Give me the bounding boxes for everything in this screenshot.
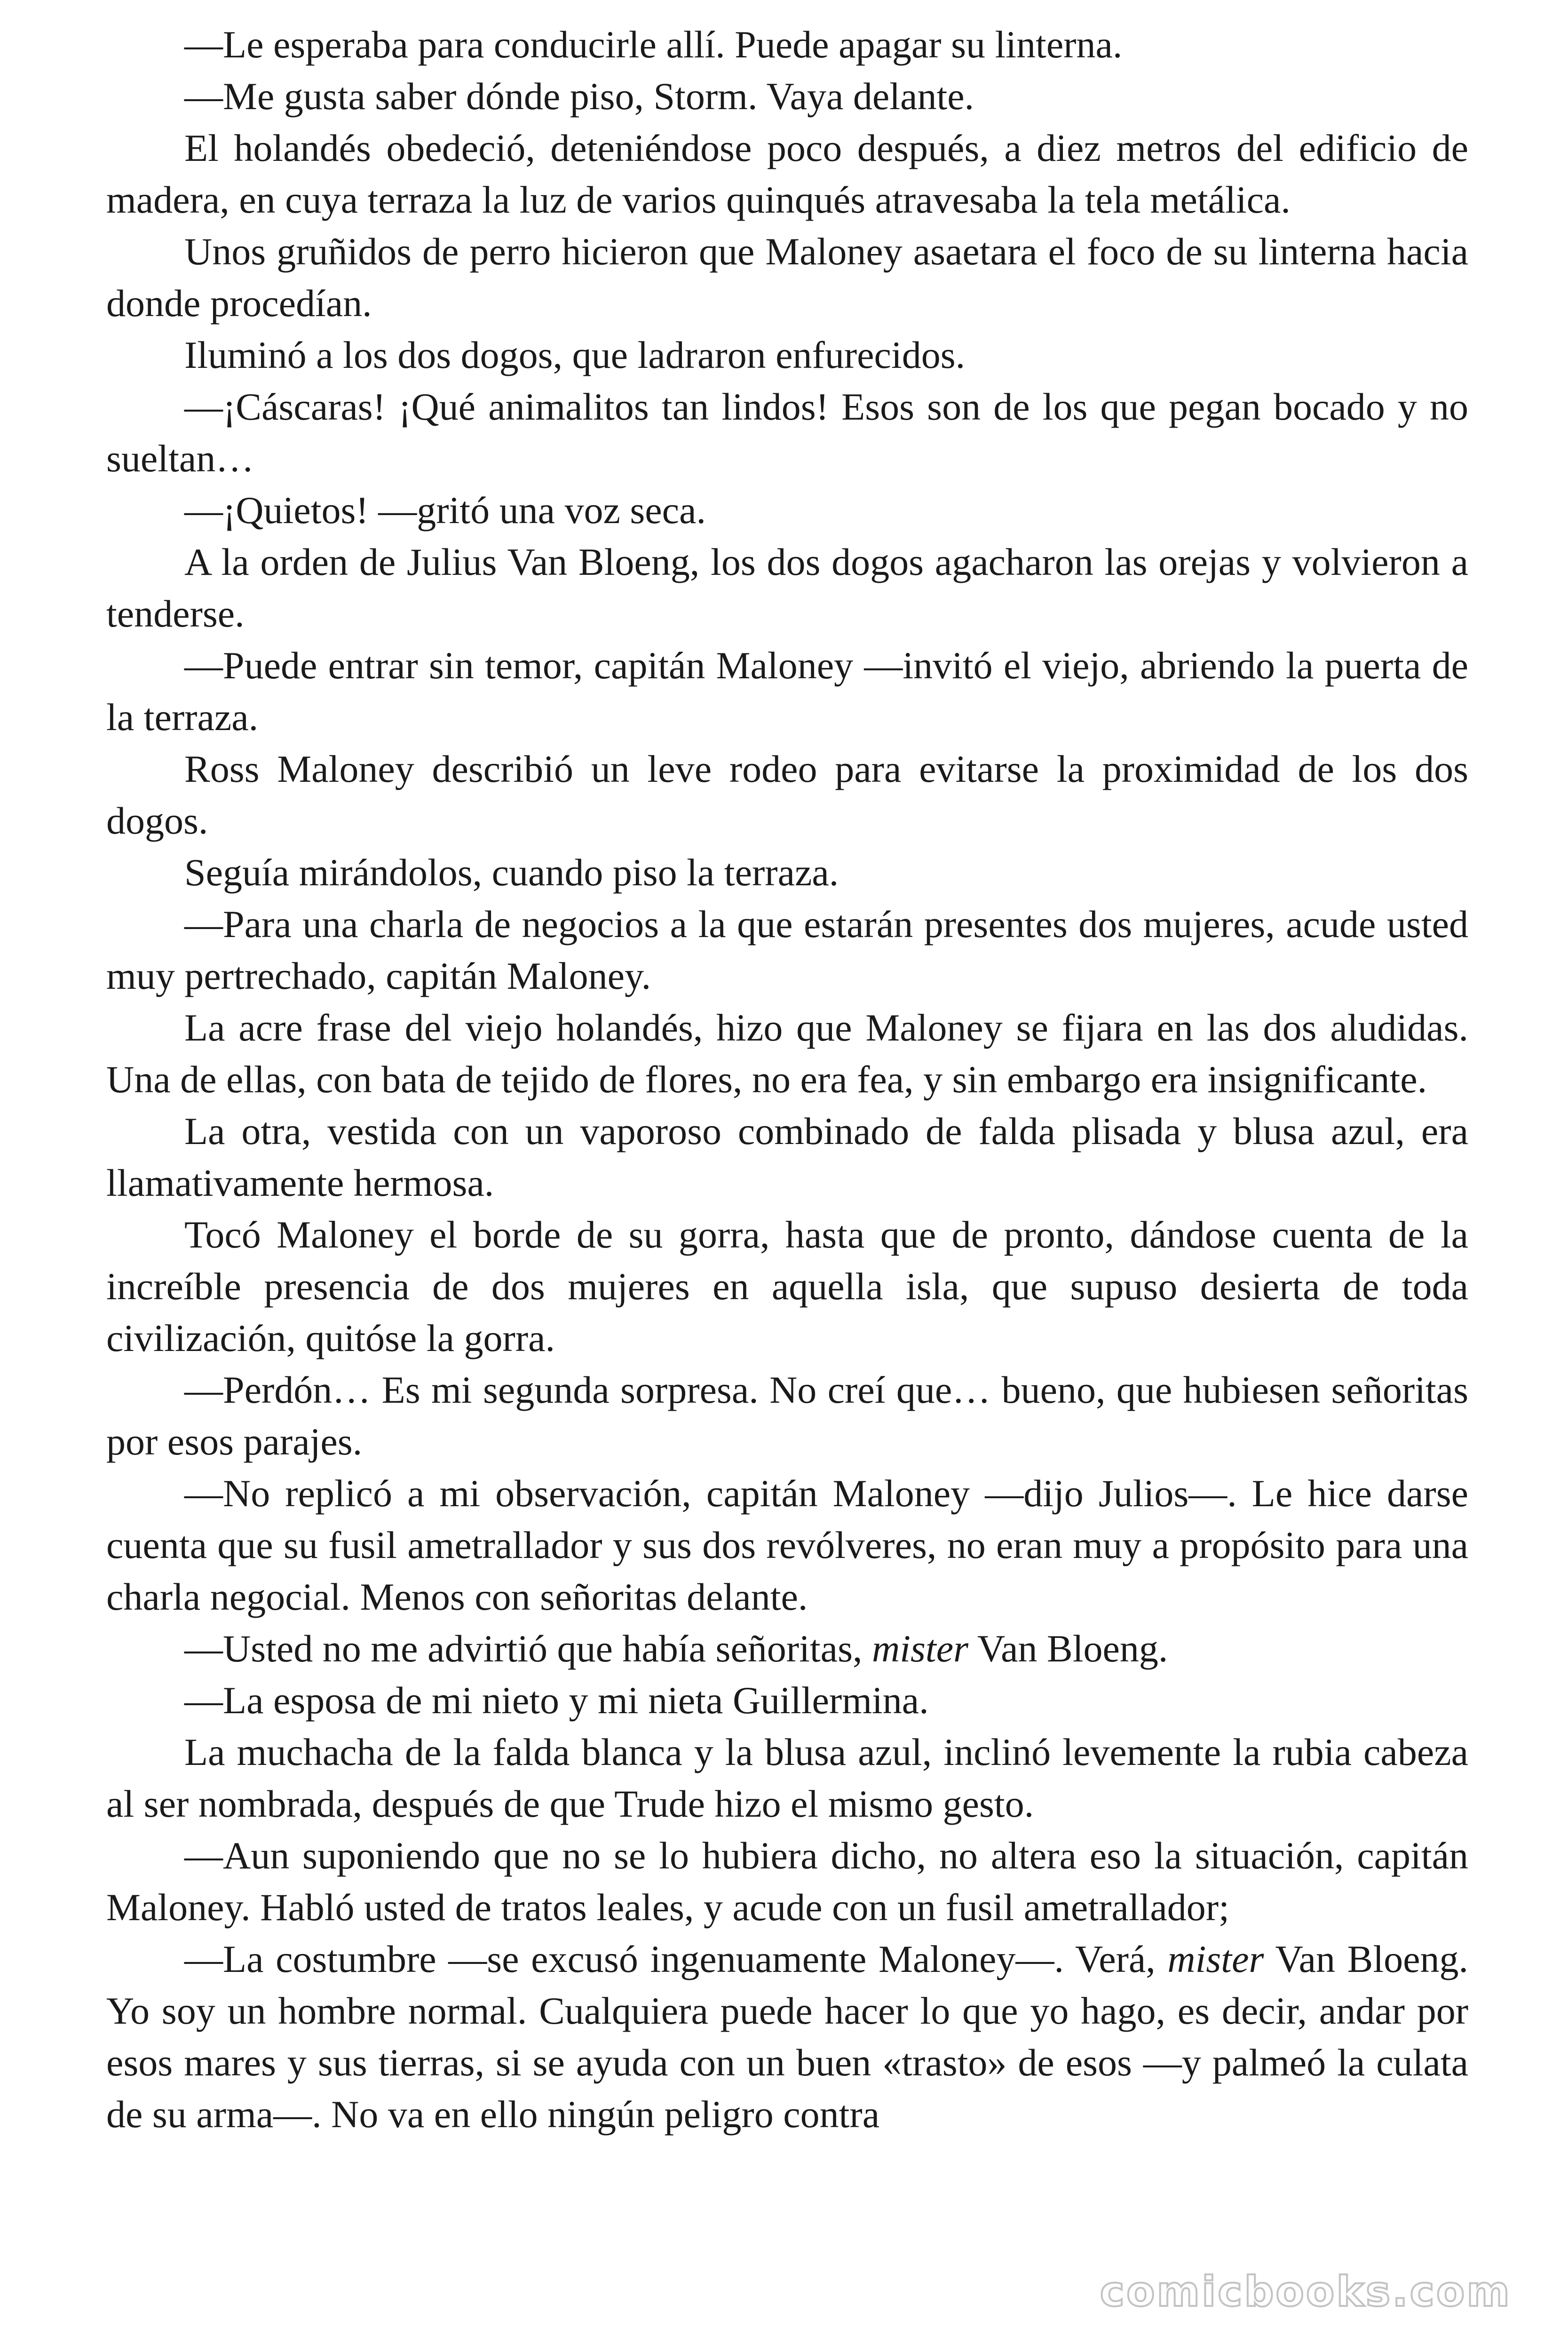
paragraph-text: —Le esperaba para conducirle allí. Puede apagar su linterna.	[184, 23, 1123, 66]
paragraph-text: —Para una charla de negocios a la que estarán presentes dos mujeres, acude usted muy pertrechado, capitán Maloney.	[106, 903, 1468, 997]
italic-word: mister	[872, 1627, 968, 1670]
paragraph	[106, 1675, 1468, 1726]
paragraph-text: A la orden de Julius Van Bloeng, los dos dogos agacharon las orejas y volvieron a tenderse.	[106, 540, 1468, 635]
paragraph-text: —La esposa de mi nieto y mi nieta Guillermina.	[184, 1679, 929, 1722]
paragraph	[106, 1468, 1468, 1623]
paragraph	[106, 19, 1468, 71]
paragraph-text: —Aun suponiendo que no se lo hubiera dicho, no altera eso la situación, capitán Maloney. Habló usted de tratos leales, y acude con un fusil ametrallador;	[106, 1834, 1468, 1929]
paragraph	[106, 1002, 1468, 1105]
paragraph-text: —Puede entrar sin temor, capitán Maloney —invitó el viejo, abriendo la puerta de la terraza.	[106, 644, 1468, 739]
paragraph-text: —Perdón… Es mi segunda sorpresa. No creí que… bueno, que hubiesen señoritas por esos parajes.	[106, 1368, 1468, 1463]
paragraph	[106, 329, 1468, 381]
paragraph	[106, 847, 1468, 898]
paragraph-text: —La costumbre —se excusó ingenuamente Maloney—. Verá,	[184, 1938, 1168, 1980]
paragraph	[106, 71, 1468, 122]
paragraph-text: Unos gruñidos de perro hicieron que Maloney asaetara el foco de su linterna hacia donde procedían.	[106, 230, 1468, 325]
paragraph-text: La muchacha de la falda blanca y la blusa azul, inclinó levemente la rubia cabeza al ser nombrada, después de que Trude hizo el mismo gesto.	[106, 1731, 1468, 1825]
paragraph-text: La acre frase del viejo holandés, hizo que Maloney se fijara en las dos aludidas. Una de ellas, con bata de tejido de flores, no era fea, y sin embargo era insignificante.	[106, 1006, 1468, 1101]
paragraph-text: Tocó Maloney el borde de su gorra, hasta que de pronto, dándose cuenta de la increíble presencia de dos mujeres en aquella isla, que supuso desierta de toda civilización, quitóse la gorra.	[106, 1213, 1468, 1359]
book-page	[106, 19, 1468, 2140]
paragraph-text: —Usted no me advirtió que había señoritas,	[184, 1627, 872, 1670]
paragraph-text: El holandés obedeció, deteniéndose poco después, a diez metros del edificio de madera, en cuya terraza la luz de varios quinqués atravesaba la tela metálica.	[106, 127, 1468, 221]
paragraph-text: —Me gusta saber dónde piso, Storm. Vaya delante.	[184, 75, 974, 118]
paragraph-text: Ross Maloney describió un leve rodeo para evitarse la proximidad de los dos dogos.	[106, 747, 1468, 842]
paragraph-text: Seguía mirándolos, cuando piso la terraza.	[184, 851, 839, 894]
paragraph	[106, 1105, 1468, 1209]
paragraph	[106, 1933, 1468, 2140]
paragraph-text: —¡Quietos! —gritó una voz seca.	[184, 489, 706, 532]
paragraph	[106, 1623, 1468, 1675]
paragraph-text: —No replicó a mi observación, capitán Maloney —dijo Julios—. Le hice darse cuenta que su fusil ametrallador y sus dos revólveres, no eran muy a propósito para una charla negocial. Menos con señoritas delante.	[106, 1472, 1468, 1618]
paragraph-text: Iluminó a los dos dogos, que ladraron enfurecidos.	[184, 334, 966, 376]
paragraph	[106, 743, 1468, 847]
paragraph	[106, 898, 1468, 1002]
paragraph	[106, 381, 1468, 485]
paragraph	[106, 640, 1468, 743]
paragraph	[106, 1209, 1468, 1364]
paragraph	[106, 536, 1468, 640]
paragraph	[106, 485, 1468, 536]
watermark: comicbooks.com	[1100, 2267, 1512, 2316]
paragraph-text: Van Bloeng.	[968, 1627, 1168, 1670]
paragraph-text: Van Bloeng. Yo soy un hombre normal. Cualquiera puede hacer lo que yo hago, es decir, andar por esos mares y sus tierras, si se ayuda con un buen «trasto» de esos —y palmeó la culata de su arma—. No va en ello ningún peligro contra	[106, 1938, 1468, 2136]
paragraph-text: —¡Cáscaras! ¡Qué animalitos tan lindos! Esos son de los que pegan bocado y no sueltan…	[106, 385, 1468, 480]
paragraph	[106, 1364, 1468, 1468]
paragraph-text: La otra, vestida con un vaporoso combinado de falda plisada y blusa azul, era llamativamente hermosa.	[106, 1110, 1468, 1204]
paragraph	[106, 1830, 1468, 1933]
paragraph	[106, 122, 1468, 226]
italic-word: mister	[1167, 1938, 1264, 1980]
paragraph	[106, 1726, 1468, 1830]
paragraph	[106, 226, 1468, 329]
